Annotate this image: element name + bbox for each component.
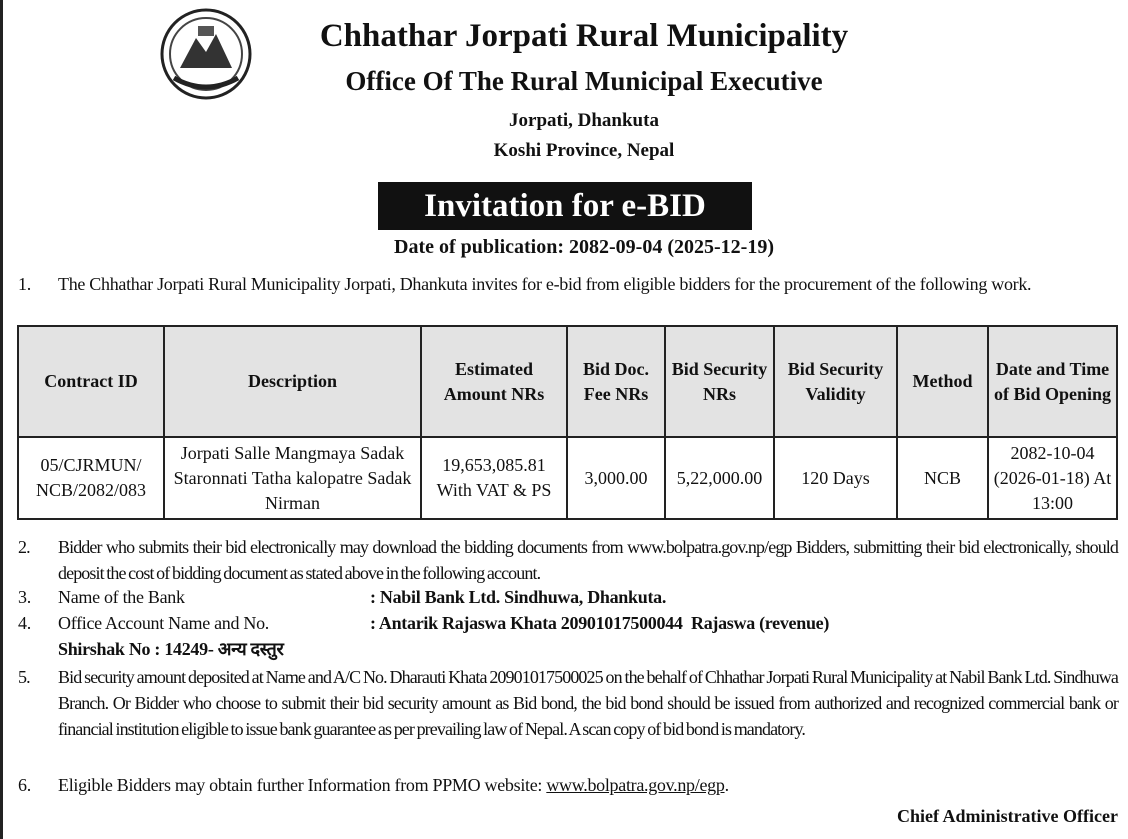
item-tail: . <box>724 775 729 795</box>
account-value: : Antarik Rajaswa Khata 20901017500044 Rajaswa (revenue) <box>370 613 830 633</box>
bid-table <box>17 325 1118 520</box>
item-number: 5. <box>18 667 30 687</box>
cell-contract-id: 05/CJRMUN/ NCB/2082/083 <box>18 437 164 519</box>
header-estimated-amount: Estimated Amount NRs <box>421 326 567 437</box>
header-bid-security-validity: Bid Security Validity <box>774 326 897 437</box>
item-row <box>58 610 1118 636</box>
item-number: 4. <box>18 613 31 633</box>
header-bid-opening: Date and Time of Bid Opening <box>988 326 1117 437</box>
header-description: Description <box>164 326 421 437</box>
header-contract-id: Contract ID <box>18 326 164 437</box>
item-3 <box>18 584 1118 610</box>
address-line-1: Jorpati, Dhankuta <box>509 110 659 131</box>
item-text: The Chhathar Jorpati Rural Municipality Jorpati, Dhankuta invites for e-bid from eligible bidders for the procurement of the following work. <box>58 274 1032 294</box>
item-2 <box>18 534 1118 586</box>
header-bid-doc-fee: Bid Doc. Fee NRs <box>567 326 665 437</box>
account-label: Office Account Name and No. <box>58 613 269 633</box>
item-number: 3. <box>18 587 31 607</box>
header-method: Method <box>897 326 988 437</box>
ppmo-website-link[interactable]: www.bolpatra.gov.np/egp <box>546 775 725 795</box>
signature: Chief Administrative Officer <box>897 806 1118 826</box>
bank-label: Name of the Bank <box>58 587 185 607</box>
cell-method: NCB <box>897 437 988 519</box>
table-header-row <box>18 326 1117 437</box>
publication-date: Date of publication: 2082-09-04 (2025-12-19) <box>394 236 774 258</box>
item-1 <box>18 271 1118 297</box>
item-number: 6. <box>18 775 31 795</box>
bank-value: : Nabil Bank Ltd. Sindhuwa, Dhankuta. <box>370 587 667 607</box>
item-5 <box>18 664 1118 742</box>
table-row <box>18 437 1117 519</box>
item-row <box>58 584 1118 610</box>
item-number: 1. <box>18 274 31 294</box>
shirshak-number: Shirshak No : 14249- अन्य दस्तुर <box>58 639 284 659</box>
item-text: Eligible Bidders may obtain further Information from PPMO website: <box>58 775 547 795</box>
cell-bid-security: 5,22,000.00 <box>665 437 774 519</box>
cell-description: Jorpati Salle Mangmaya Sadak Staronnati Tatha kalopatre Sadak Nirman <box>164 437 421 519</box>
item-6 <box>18 772 1118 798</box>
municipality-title: Chhathar Jorpati Rural Municipality <box>319 18 849 54</box>
cell-validity: 120 Days <box>774 437 897 519</box>
cell-bid-doc-fee: 3,000.00 <box>567 437 665 519</box>
address-line-2: Koshi Province, Nepal <box>493 140 675 161</box>
item-number: 2. <box>18 537 30 557</box>
cell-bid-opening: 2082-10-04 (2026-01-18) At 13:00 <box>988 437 1117 519</box>
header-bid-security: Bid Security NRs <box>665 326 774 437</box>
notice-banner: Invitation for e-BID <box>378 182 752 230</box>
item-text: Bidder who submits their bid electronically may download the bidding documents from www.bolpatra.gov.np/egp Bidders, submitting their bid electronically, should deposit the cost of bidding document as stated above in the following account. <box>58 537 1118 583</box>
item-4 <box>18 610 1118 662</box>
office-title: Office Of The Rural Municipal Executive <box>345 66 823 96</box>
item-text: Bid security amount deposited at Name and A/C No. Dharauti Khata 20901017500025 on the behalf of Chhathar Jorpati Rural Municipality at Nabil Bank Ltd. Sindhuwa Branch. Or Bidder who choose to submit their bid security amount as Bid bond, the bid bond should be issued from authorized and recognized commercial bank or financial institution eligible to issue bank guarantee as per prevailing law of Nepal. A scan copy of bid bond is mandatory. <box>58 667 1118 739</box>
cell-estimated-amount: 19,653,085.81 With VAT & PS <box>421 437 567 519</box>
